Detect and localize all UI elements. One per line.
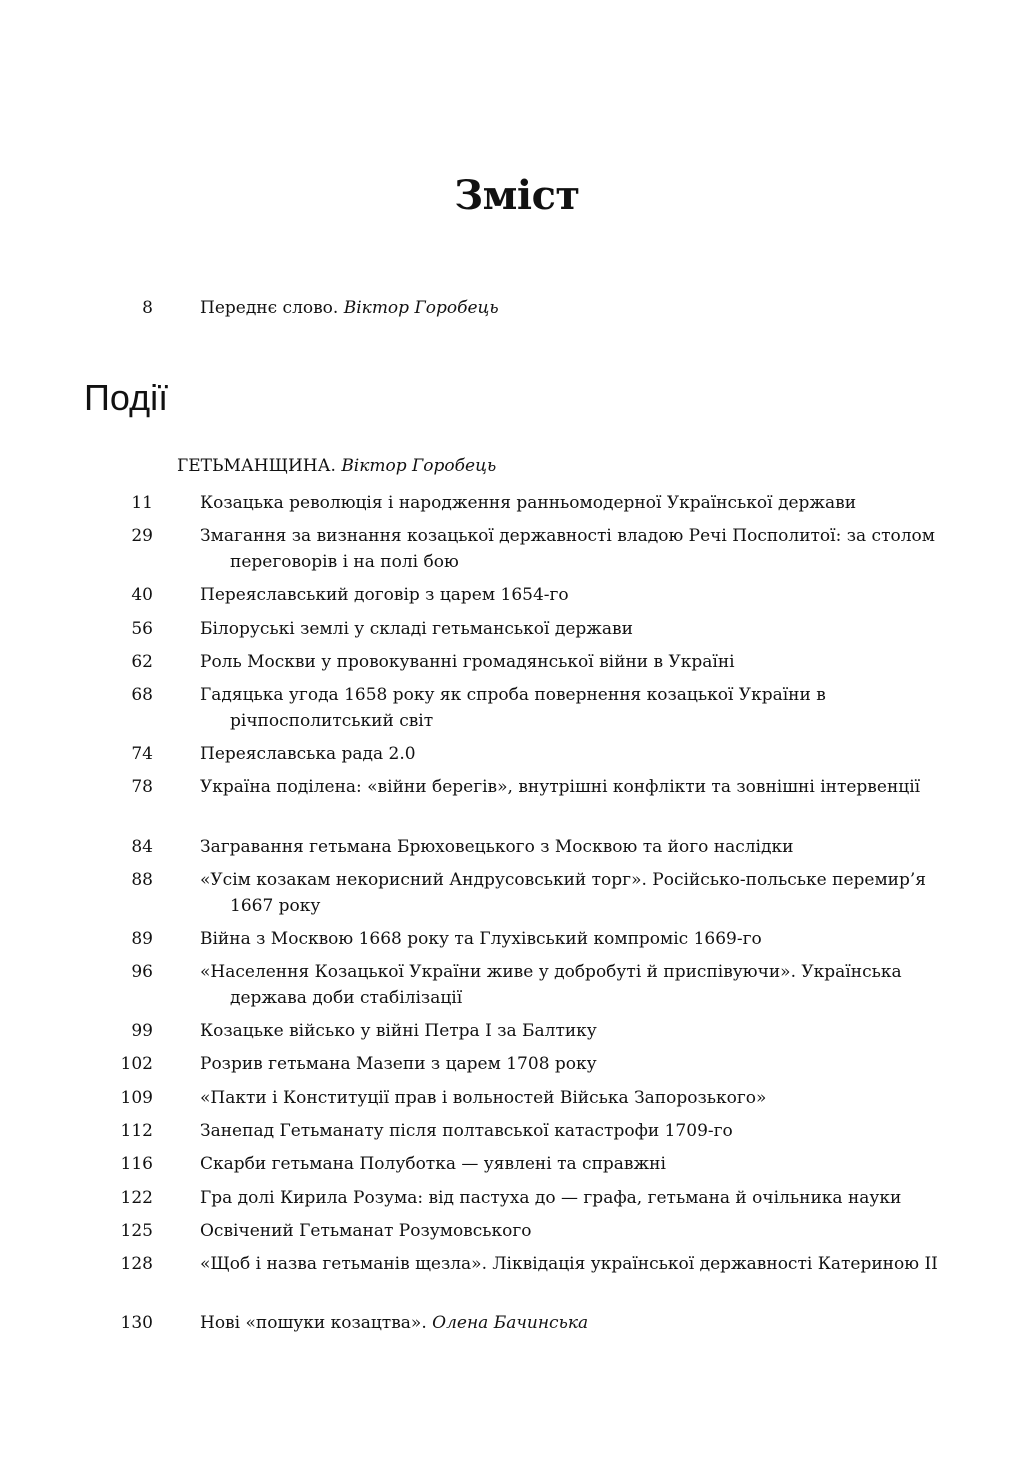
page-number: 11 bbox=[131, 493, 153, 513]
page-number: 78 bbox=[131, 777, 153, 797]
page-number: 40 bbox=[131, 585, 153, 605]
page-number: 116 bbox=[120, 1154, 153, 1174]
page-number: 74 bbox=[131, 744, 153, 764]
subsection-author: Віктор Горобець bbox=[341, 456, 497, 476]
page-number: 8 bbox=[142, 298, 153, 318]
entry-title: Змагання за визнання козацької державності владою Речі Посполитої: за столом переговорів і на полі бою bbox=[200, 526, 935, 572]
entry-title: Білоруські землі у складі гетьманської держави bbox=[200, 619, 633, 639]
page-title: Зміст bbox=[454, 172, 580, 219]
entry-author: Олена Бачинська bbox=[432, 1313, 589, 1333]
entry-title: «Населення Козацької України живе у добробуті й приспівуючи». Українська держава доби стабілізації bbox=[200, 962, 902, 1008]
page-number: 99 bbox=[131, 1021, 153, 1041]
entry-title: Загравання гетьмана Брюховецького з Москвою та його наслідки bbox=[200, 837, 794, 857]
subsection-title: ГЕТЬМАНЩИНА. bbox=[177, 456, 336, 476]
entry-title bbox=[200, 1310, 950, 1336]
entry-title: Переяславська рада 2.0 bbox=[200, 744, 416, 764]
entry-title: Гадяцька угода 1658 року як спроба повернення козацької України в річпосполитський світ bbox=[200, 685, 826, 731]
entry-title: Переяславський договір з царем 1654-го bbox=[200, 585, 569, 605]
page-number: 96 bbox=[131, 962, 153, 982]
entry-title: Розрив гетьмана Мазепи з царем 1708 року bbox=[200, 1054, 597, 1074]
page-number: 128 bbox=[120, 1254, 153, 1274]
page-number: 89 bbox=[131, 929, 153, 949]
page-number: 29 bbox=[131, 526, 153, 546]
entry-title: Козацьке військо у війні Петра І за Балтику bbox=[200, 1021, 597, 1041]
section-heading: Події bbox=[84, 377, 169, 418]
page-number: 122 bbox=[120, 1188, 153, 1208]
page-number: 88 bbox=[131, 870, 153, 890]
entry-title: Занепад Гетьманату після полтавської катастрофи 1709-го bbox=[200, 1121, 733, 1141]
page-number: 62 bbox=[131, 652, 153, 672]
entry-title: Гра долі Кирила Розума: від пастуха до — графа, гетьмана й очільника науки bbox=[200, 1188, 902, 1208]
entry-title: Освічений Гетьманат Розумовського bbox=[200, 1221, 532, 1241]
entry-title: Роль Москви у провокуванні громадянської війни в Україні bbox=[200, 652, 735, 672]
entry-text: Нові «пошуки козацтва». bbox=[200, 1313, 427, 1333]
entry-title: Україна поділена: «війни берегів», внутрішні конфлікти та зовнішні інтервенції bbox=[200, 777, 921, 797]
entry-title: «Щоб і назва гетьманів щезла». Ліквідація української державності Катериною ІІ bbox=[200, 1254, 938, 1274]
entry-title: Війна з Москвою 1668 року та Глухівський компроміс 1669-го bbox=[200, 929, 762, 949]
page-number: 109 bbox=[120, 1088, 153, 1108]
page-number: 125 bbox=[120, 1221, 153, 1241]
entry-text: Переднє слово. bbox=[200, 298, 339, 318]
page-number: 102 bbox=[120, 1054, 153, 1074]
page-number: 68 bbox=[131, 685, 153, 705]
entry-title: «Пакти і Конституції прав і вольностей Війська Запорозького» bbox=[200, 1088, 767, 1108]
subsection-heading bbox=[177, 453, 496, 479]
entry-title: Козацька революція і народження ранньомодерної Української держави bbox=[200, 493, 857, 513]
entry-title bbox=[200, 295, 950, 321]
entry-title: Скарби гетьмана Полуботка — уявлені та справжні bbox=[200, 1154, 666, 1174]
page-number: 84 bbox=[131, 837, 153, 857]
entry-title: «Усім козакам некорисний Андрусовський торг». Російсько-польське перемир’я 1667 року bbox=[200, 870, 927, 916]
entry-author: Віктор Горобець bbox=[343, 298, 499, 318]
page-number: 112 bbox=[120, 1121, 153, 1141]
page-number: 56 bbox=[131, 619, 153, 639]
page-number: 130 bbox=[120, 1313, 153, 1333]
